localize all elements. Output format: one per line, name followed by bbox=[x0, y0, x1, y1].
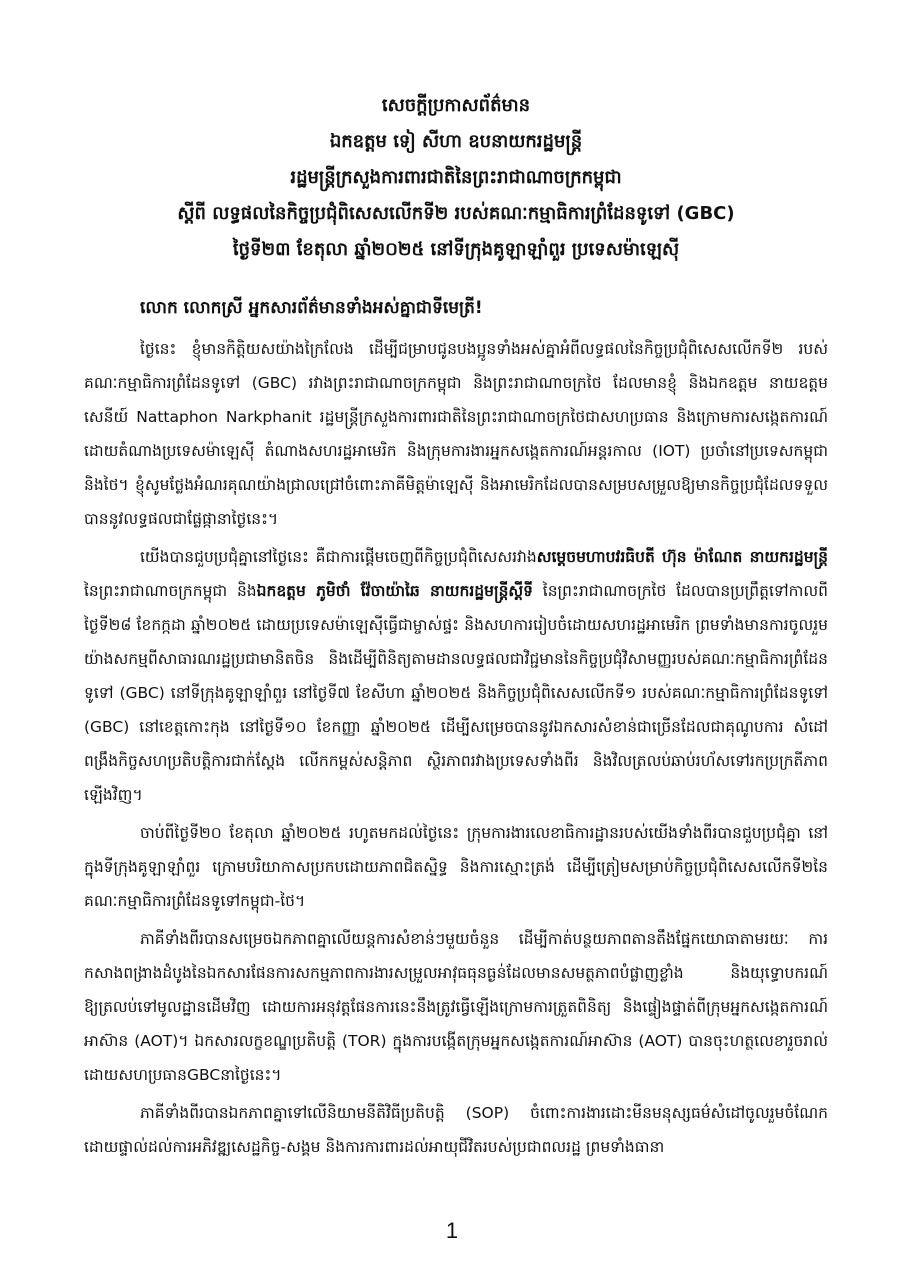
page-number: 1 bbox=[445, 1218, 459, 1243]
thai-prime-minister: ឯកឧត្តម ភូមិថាំ វ៉ែចាយ៉ាឆៃ នាយករដ្ឋមន្ត្រីស្តីទី bbox=[256, 582, 534, 600]
document-subject: ស្តីពី លទ្ធផលនៃកិច្ចប្រជុំពិសេសលើកទី២ របស់គណៈកម្មាធិការព្រំដែនទូទៅ (GBC) bbox=[177, 203, 735, 224]
paragraph-2-end: នៃព្រះរាជាណាចក្រថៃ ដែលបានប្រព្រឹត្តទៅកាលពីថ្ងៃទី២៨ ខែកក្កដា ឆ្នាំ២០២៥ ដោយប្រទេសម៉ាឡេស៊ីធ្វើជាម្ចាស់ផ្ទះ និងសហការរៀបចំដោយសហរដ្ឋអាមេរិក ព្រមទាំងមានការចូលរួមយ៉ាងសកម្មពីសាធារណរដ្ឋប្រជាមានិតចិន និងដើម្បីពិនិត្យតាមដានលទ្ធផលជាវិជ្ជមាននៃកិច្ចប្រជុំវិសាមញ្ញរបស់គណៈកម្មាធិការព្រំដែនទូទៅ (GBC) នៅទីក្រុងគូឡាឡាំពួរ នៅថ្ងៃទី៧ ខែសីហា ឆ្នាំ២០២៥ និងកិច្ចប្រជុំពិសេសលើកទី១ របស់គណៈកម្មាធិការព្រំដែនទូទៅ (GBC) នៅខេត្តកោះកុង នៅថ្ងៃទី១០ ខែកញ្ញា ឆ្នាំ២០២៥ ដើម្បីសម្រេចបាននូវឯកសារសំខាន់ជាច្រើនដែលជាគុណូបការ សំដៅពង្រឹងកិច្ចសហប្រតិបត្តិការជាក់ស្តែង លើកកម្ពស់សន្តិភាព ស្ថិរភាពរវាងប្រទេសទាំងពីរ និងវិលត្រលប់ឆាប់រហ័សទៅរកប្រក្រតីភាពឡើងវិញ។ bbox=[84, 582, 828, 804]
document-date-location: ថ្ងៃទី២៣ ខែតុលា ឆ្នាំ២០២៥ នៅទីក្រុងគូឡាឡាំពួរ ប្រទេសម៉ាឡេស៊ី bbox=[232, 239, 680, 260]
salutation: លោក លោកស្រី អ្នកសារព័ត៌មានទាំងអស់គ្នាជាទីមេត្រី! bbox=[140, 298, 483, 318]
paragraph-2-start: យើងបានជួបប្រជុំគ្នានៅថ្ងៃនេះ គឺជាការផ្តើមចេញពីកិច្ចប្រជុំពិសេសរវាង bbox=[140, 548, 537, 566]
paragraph-5: ភាគីទាំងពីរបានឯកភាពគ្នាទៅលើនិយាមនីតិវិធីប្រតិបត្តិ (SOP) ចំពោះការងារដោះមីនមនុស្សធម៌សំដៅចូលរួមចំណែកដោយផ្ទាល់ដល់ការអភិវឌ្ឍសេដ្ឋកិច្ច-សង្គម និងការការពារដល់អាយុជីវិតរបស់ប្រជាពលរដ្ឋ ព្រមទាំងធានា bbox=[84, 1104, 828, 1156]
speaker-position: រដ្ឋមន្ត្រីក្រសួងការពារជាតិនៃព្រះរាជាណាចក្រកម្ពុជា bbox=[290, 167, 622, 188]
paragraph-2-middle: នៃព្រះរាជាណាចក្រកម្ពុជា និង bbox=[84, 582, 257, 600]
document-title: សេចក្តីប្រកាសព័ត៌មាន bbox=[381, 95, 531, 116]
press-release-header bbox=[84, 88, 828, 268]
paragraph-4: ភាគីទាំងពីរបានសម្រេចឯកភាពគ្នាលើយន្តការសំខាន់ៗមួយចំនួន ដើម្បីកាត់បន្ថយភាពតានតឹងផ្នែកយោធាតាមរយៈ ការកសាងពង្រាងដំបូងនៃឯកសារផែនការសកម្មភាពការងារសម្រួលអាវុធធុនធ្ងន់ដែលមានសមត្ថភាពបំផ្លាញខ្លាំង និងយុទ្ធោបករណ៍ឱ្យត្រលប់ទៅមូលដ្ឋានដើមវិញ ដោយការអនុវត្តផែនការនេះនឹងត្រូវធ្វើឡើងក្រោមការត្រួតពិនិត្យ និងផ្ទៀងផ្ទាត់ពីក្រុមអ្នកសង្កេតការណ៍អាស៊ាន (AOT)។ ឯកសារលក្ខខណ្ឌប្រតិបត្តិ (TOR) ក្នុងការបង្កើតក្រុមអ្នកសង្កេតការណ៍អាស៊ាន (AOT) បានចុះហត្ថលេខារួចរាល់ដោយសហប្រធានGBCនាថ្ងៃនេះ។ bbox=[84, 930, 828, 1084]
speaker-name: ឯកឧត្តម ទៀ សីហា ឧបនាយករដ្ឋមន្ត្រី bbox=[329, 131, 583, 152]
paragraph-3: ចាប់ពីថ្ងៃទី២០ ខែតុលា ឆ្នាំ២០២៥ រហូតមកដល់ថ្ងៃនេះ ក្រុមការងារលេខាធិការដ្ឋានរបស់យើងទាំងពីរបានជួបប្រជុំគ្នា នៅក្នុងទីក្រុងគូឡាឡាំពួរ ក្រោមបរិយាកាសប្រកបដោយភាពជិតស្និទ្ធ និងការស្មោះត្រង់ ដើម្បីត្រៀមសម្រាប់កិច្ចប្រជុំពិសេសលើកទី២នៃគណៈកម្មាធិការព្រំដែនទូទៅកម្ពុជា-ថៃ។ bbox=[84, 824, 828, 910]
cambodian-prime-minister: សម្តេចមហាបវរធិបតី ហ៊ុន ម៉ាណែត នាយករដ្ឋមន្ត្រី bbox=[536, 548, 828, 566]
paragraph-1: ថ្ងៃនេះ ខ្ញុំមានកិត្តិយសយ៉ាងក្រៃលែង ដើម្បីជម្រាបជូនបងប្អូនទាំងអស់គ្នាអំពីលទ្ធផលនៃកិច្ចប្រជុំពិសេសលើកទី២ របស់គណៈកម្មាធិការព្រំដែនទូទៅ (GBC) រវាងព្រះរាជាណាចក្រកម្ពុជា និងព្រះរាជាណាចក្រថៃ ដែលមានខ្ញុំ និងឯកឧត្តម នាយឧត្តមសេនីយ៍ Nattaphon Narkphanit រដ្ឋមន្ត្រីក្រសួងការពារជាតិនៃព្រះរាជាណាចក្រថៃជាសហប្រធាន និងក្រោមការសង្កេតការណ៍ដោយតំណាងប្រទេសម៉ាឡេស៊ី តំណាងសហរដ្ឋអាមេរិក និងក្រុមការងារអ្នកសង្កេតការណ៍អន្តរកាល (IOT) ប្រចាំនៅប្រទេសកម្ពុជា និងថៃ។ ខ្ញុំសូមថ្លែងអំណរគុណយ៉ាងជ្រាលជ្រៅចំពោះភាគីមិត្តម៉ាឡេស៊ី និងអាមេរិកដែលបានសម្របសម្រួលឱ្យមានកិច្ចប្រជុំដែលទទួលបាននូវលទ្ធផលជាផ្លែផ្កានាថ្ងៃនេះ។ bbox=[84, 340, 828, 528]
paragraph-2 bbox=[84, 540, 828, 812]
